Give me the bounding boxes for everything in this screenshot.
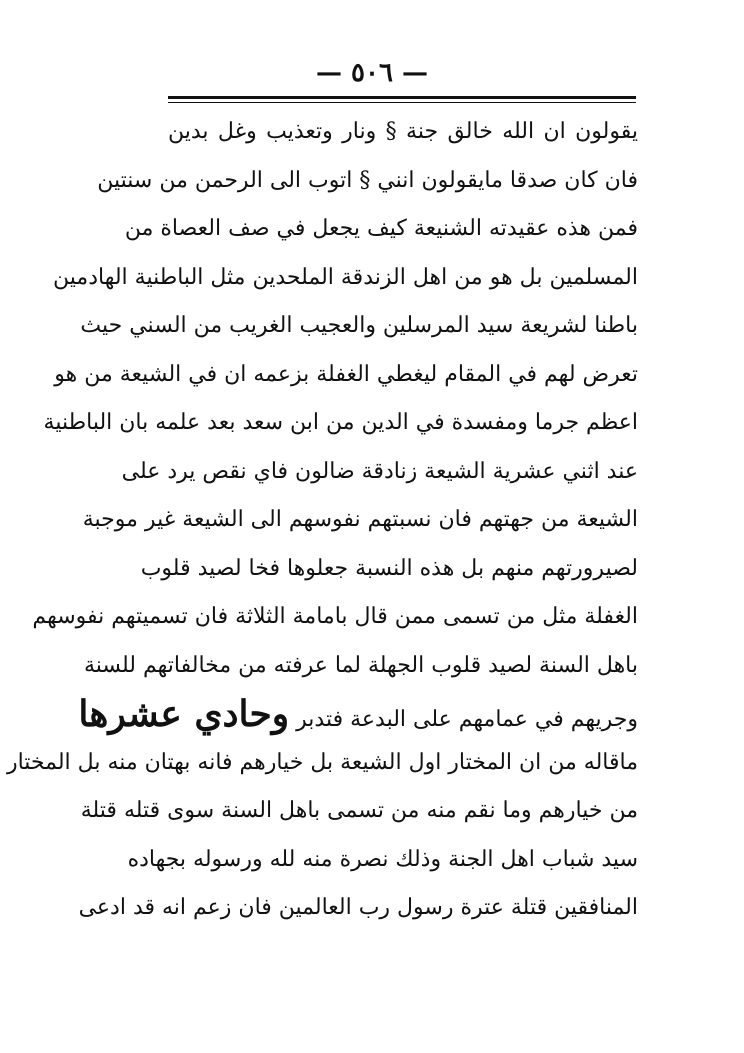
text-line: عند اثني عشرية الشيعة زنادقة ضالون فاي نقص يرد على [121, 458, 638, 484]
text-line: تعرض لهم في المقام ليغطي الغفلة بزعمه ان في الشيعة من هو [54, 361, 638, 387]
text-line: المسلمين بل هو من اهل الزندقة الملحدين مثل الباطنية الهادمين [53, 264, 638, 290]
inline-section-heading: وحادي عشرها [78, 693, 290, 735]
text-line-with-heading [78, 690, 638, 739]
body-text [6, 108, 638, 933]
text-line: اعظم جرما ومفسدة في الدين من ابن سعد بعد علمه بان الباطنية [43, 410, 638, 435]
page-number: — ٥٠٦ — [315, 58, 429, 88]
text-line: سيد شباب اهل الجنة وذلك نصرة منه لله ورسوله بجهاده [127, 846, 638, 872]
text-line: فمن هذه عقيدته الشنيعة كيف يجعل في صف العصاة من [124, 216, 638, 241]
text-line-segment: وجريهم في عمامهم على البدعة فتدبر [296, 707, 638, 732]
text-line: فان كان صدقا مايقولون انني § اتوب الى الرحمن من سنتين [97, 167, 638, 193]
header-rule-thick [168, 96, 636, 99]
text-line: يقولون ان الله خالق جنة § ونار وتعذيب وغل بدين [168, 119, 638, 144]
text-line: لصيرورتهم منهم بل هذه النسبة جعلوها فخا لصيد قلوب [140, 555, 638, 581]
text-line: باهل السنة لصيد قلوب الجهلة لما عرفته من مخالفاتهم للسنة [83, 652, 638, 678]
text-line: الشيعة من جهتهم فان نسبتهم نفوسهم الى الشيعة غير موجبة [82, 507, 638, 532]
text-line: من خيارهم وما نقم منه من تسمى باهل السنة سوى قتله قتلة [80, 798, 638, 823]
text-line: الغفلة مثل من تسمى ممن قال بامامة الثلاثة فان تسميتهم نفوسهم [32, 604, 638, 629]
text-line: المنافقين قتلة عترة رسول رب العالمين فان زعم انه قد ادعى [78, 895, 638, 920]
header-rule-thin [168, 102, 636, 103]
text-line: ماقاله من ان المختار اول الشيعة بل خيارهم فانه بهتان منه بل المختار [6, 749, 638, 775]
text-line: باطنا لشريعة سيد المرسلين والعجيب الغريب من السني حيث [80, 313, 638, 338]
